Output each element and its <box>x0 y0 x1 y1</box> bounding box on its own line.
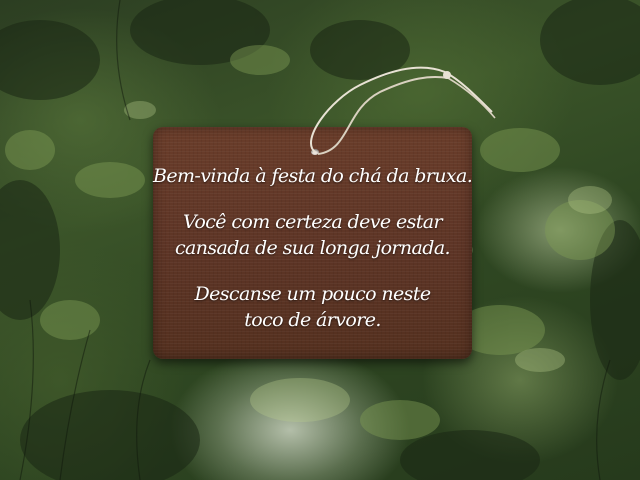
sign-line-tired-2: cansada de sua longa jornada. <box>174 237 450 259</box>
welcome-sign <box>153 127 472 359</box>
sign-line-welcome: Bem-vinda à festa do chá da bruxa. <box>153 165 473 187</box>
string-hole <box>311 149 319 155</box>
sign-line-tired-1: Você com certeza deve estar <box>183 211 442 233</box>
sign-message <box>153 163 472 333</box>
sign-line-rest-2: toco de árvore. <box>244 309 381 331</box>
sign-line-rest-1: Descanse um pouco neste <box>194 283 431 305</box>
